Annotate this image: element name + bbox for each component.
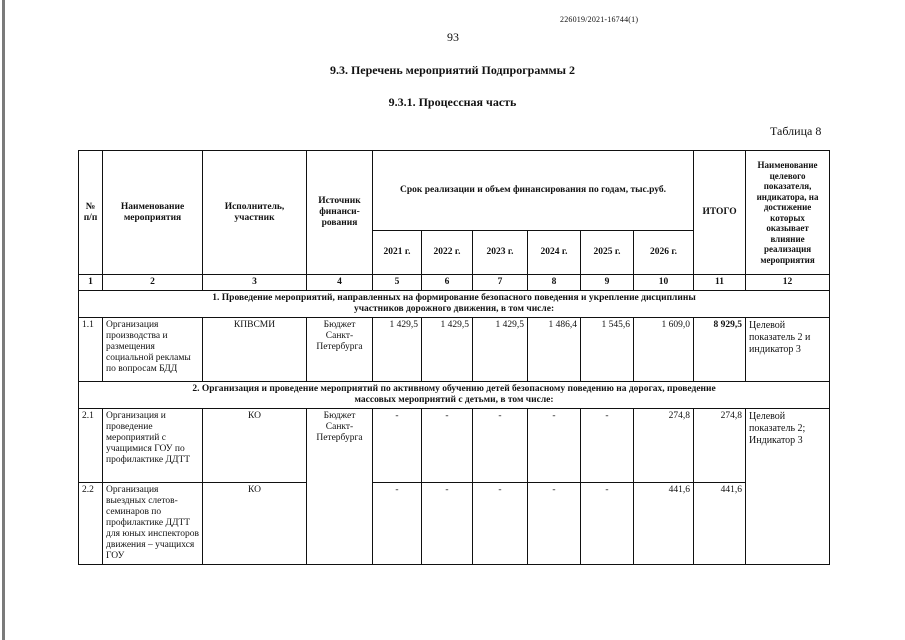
header-year: 2023 г.	[473, 231, 528, 275]
header-period: Срок реализации и объем финансирования по годам, тыс.руб.	[373, 151, 694, 231]
row-year-value: -	[422, 409, 473, 483]
row-num: 1.1	[79, 318, 103, 382]
row-year-value: 1 429,5	[473, 318, 528, 382]
row-year-value: -	[473, 409, 528, 483]
column-number: 1	[79, 275, 103, 291]
column-number: 10	[634, 275, 694, 291]
document-id: 226019/2021-16744(1)	[560, 15, 639, 24]
row-year-value: -	[528, 409, 581, 483]
table-row	[79, 318, 830, 382]
header-year: 2024 г.	[528, 231, 581, 275]
header-year: 2025 г.	[581, 231, 634, 275]
row-year-value: 274,8	[634, 409, 694, 483]
row-year-value: -	[528, 483, 581, 565]
row-name: Организация выездных слетов-семинаров по профилактике ДДТТ для юных инспекторов движения – учащихся ГОУ	[103, 483, 203, 565]
measures-table	[78, 150, 830, 565]
row-year-value: 1 429,5	[422, 318, 473, 382]
header-year: 2021 г.	[373, 231, 422, 275]
column-number: 11	[694, 275, 746, 291]
row-name: Организация производства и размещения социальной рекламы по вопросам БДД	[103, 318, 203, 382]
row-total: 441,6	[694, 483, 746, 565]
column-number: 6	[422, 275, 473, 291]
row-year-value: -	[373, 483, 422, 565]
table-row	[79, 483, 830, 565]
row-source: Бюджет Санкт-Петербурга	[307, 409, 373, 565]
row-year-value: -	[473, 483, 528, 565]
row-name: Организация и проведение мероприятий с учащимися ГОУ по профилактике ДДТТ	[103, 409, 203, 483]
page-number: 93	[447, 30, 459, 44]
header-source: Источник финанси-рования	[307, 151, 373, 275]
header-year: 2026 г.	[634, 231, 694, 275]
table-label: Таблица 8	[770, 124, 822, 138]
subsection-title: 9.3.1. Процессная часть	[388, 95, 517, 109]
table-row	[79, 409, 830, 483]
column-number: 3	[203, 275, 307, 291]
section-title: 9.3. Перечень мероприятий Подпрограммы 2	[329, 63, 576, 77]
header-num: № п/п	[79, 151, 103, 275]
section-heading: 2. Организация и проведение мероприятий по активному обучению детей безопасному поведению на дорогах, проведение массовых мероприятий с детьми, в том числе:	[79, 382, 830, 409]
header-executor: Исполнитель, участник	[203, 151, 307, 275]
header-total: ИТОГО	[694, 151, 746, 275]
row-num: 2.2	[79, 483, 103, 565]
row-total: 274,8	[694, 409, 746, 483]
header-indicator: Наименование целевого показателя, индикатора, на достижение которых оказывает влияние реализация мероприятия	[746, 151, 830, 275]
row-executor: КО	[203, 409, 307, 483]
column-number: 7	[473, 275, 528, 291]
row-num: 2.1	[79, 409, 103, 483]
column-number: 5	[373, 275, 422, 291]
header-name: Наименование мероприятия	[103, 151, 203, 275]
column-number: 2	[103, 275, 203, 291]
row-source: Бюджет Санкт-Петербурга	[307, 318, 373, 382]
row-indicator: Целевой показатель 2; Индикатор 3	[746, 409, 830, 565]
header-year: 2022 г.	[422, 231, 473, 275]
row-year-value: 1 545,6	[581, 318, 634, 382]
column-number: 8	[528, 275, 581, 291]
row-year-value: 441,6	[634, 483, 694, 565]
column-number: 4	[307, 275, 373, 291]
row-executor: КПВСМИ	[203, 318, 307, 382]
row-year-value: 1 486,4	[528, 318, 581, 382]
section-heading: 1. Проведение мероприятий, направленных на формирование безопасного поведения и укрепление дисциплины участников дорожного движения, в том числе:	[79, 291, 830, 318]
column-number: 9	[581, 275, 634, 291]
row-year-value: -	[422, 483, 473, 565]
row-year-value: 1 609,0	[634, 318, 694, 382]
row-year-value: -	[581, 483, 634, 565]
row-total: 8 929,5	[694, 318, 746, 382]
row-year-value: -	[581, 409, 634, 483]
column-number: 12	[746, 275, 830, 291]
row-executor: КО	[203, 483, 307, 565]
row-indicator: Целевой показатель 2 и индикатор 3	[746, 318, 830, 382]
row-year-value: 1 429,5	[373, 318, 422, 382]
row-year-value: -	[373, 409, 422, 483]
